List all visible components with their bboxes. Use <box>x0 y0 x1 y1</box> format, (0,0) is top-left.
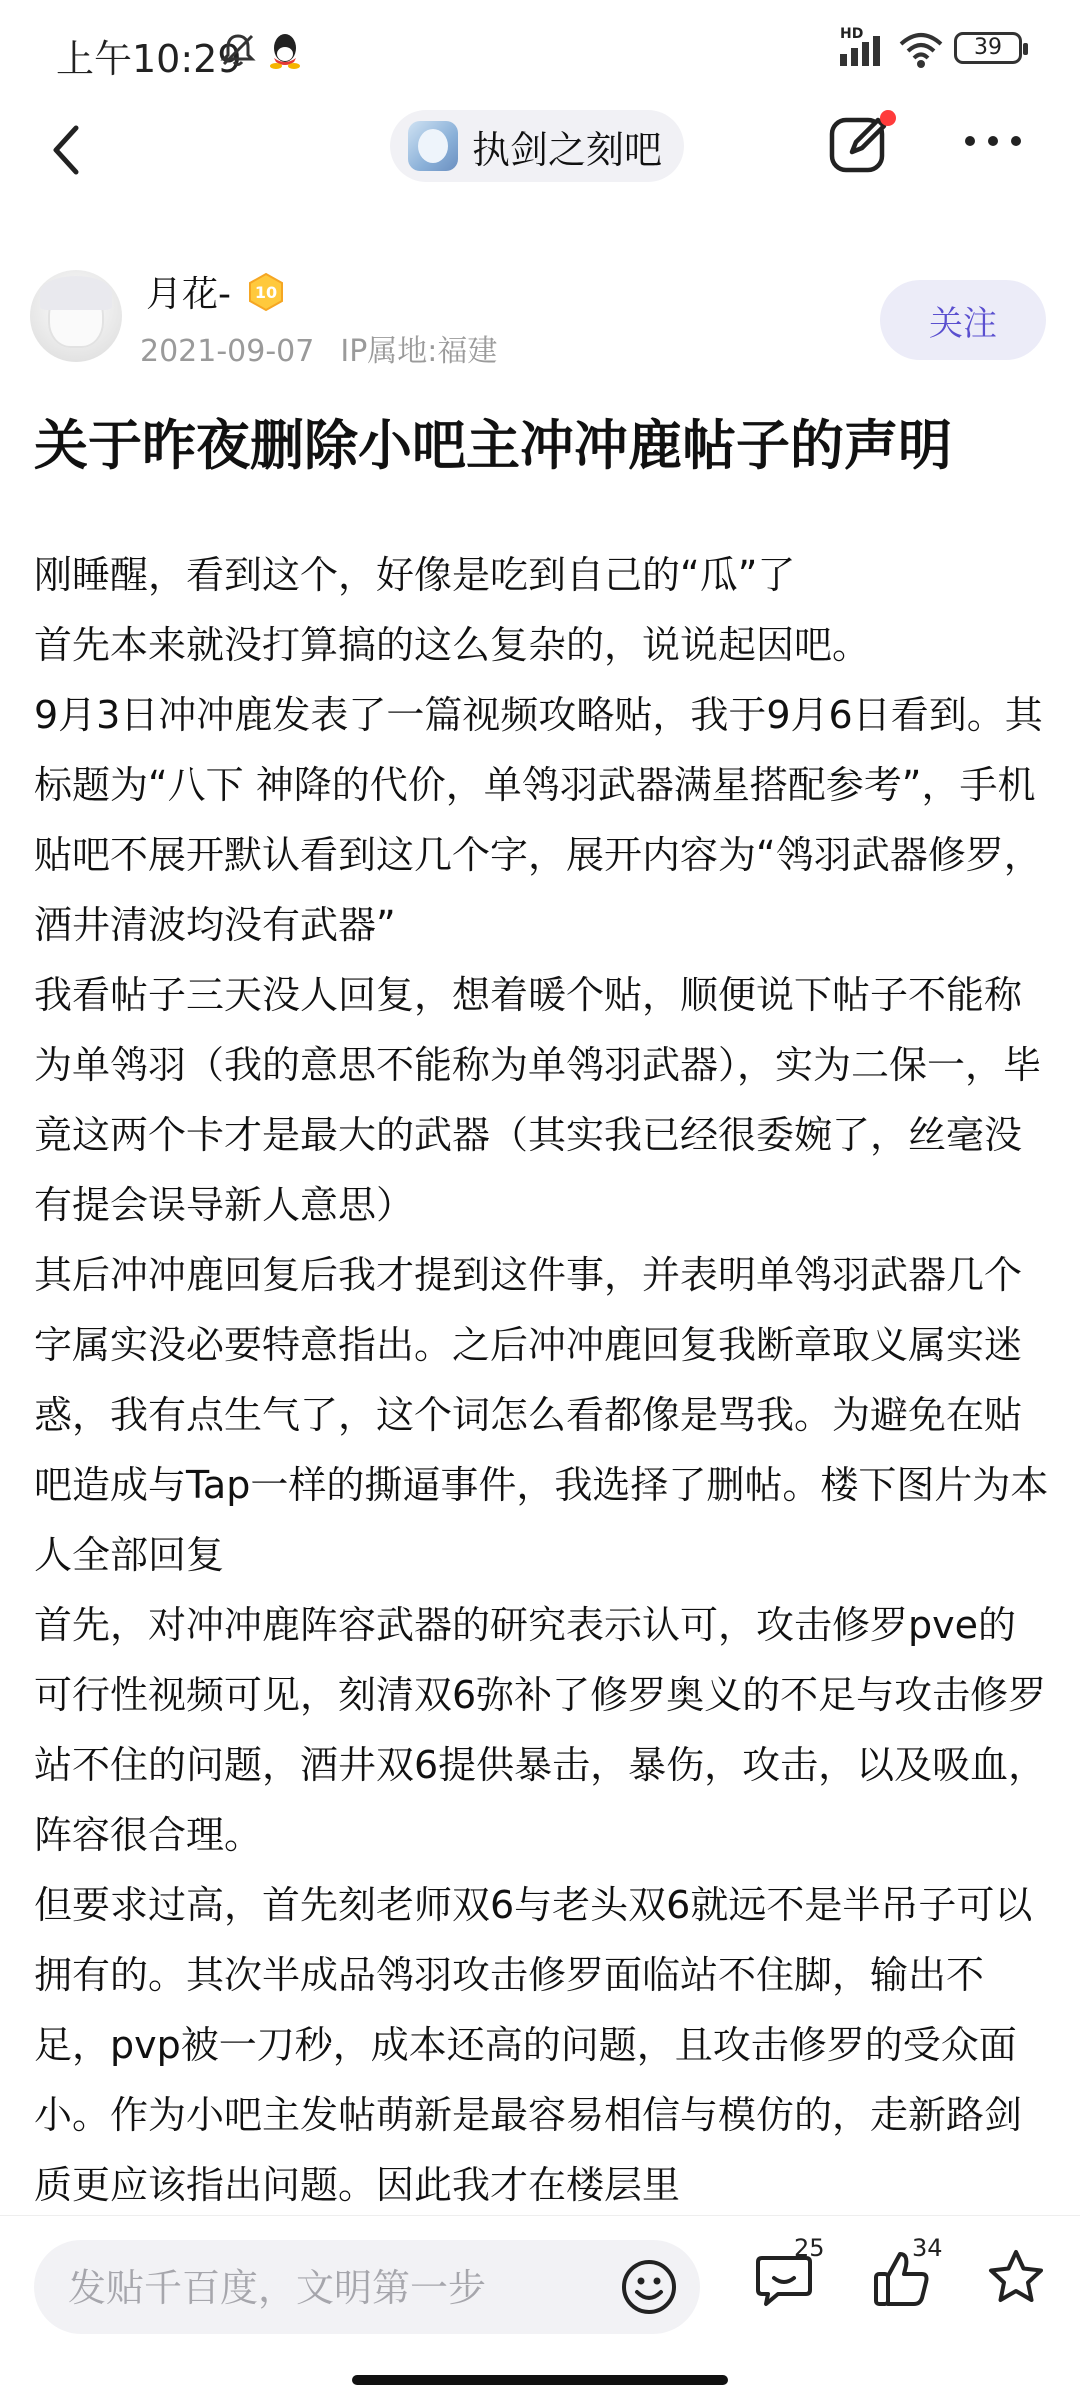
paragraph: 其后冲冲鹿回复后我才提到这件事，并表明单鸰羽武器几个字属实没必要特意指出。之后冲冲鹿回复我断章取义属实迷惑，我有点生气了，这个词怎么看都像是骂我。为避免在贴吧造成与Tap一样的撕逼事件，我选择了删帖。楼下图片为本人全部回复 <box>34 1253 1049 1577</box>
back-icon[interactable] <box>42 120 92 180</box>
post-meta <box>140 326 523 370</box>
wifi-icon <box>898 30 944 70</box>
bell-off-icon <box>218 30 258 70</box>
paragraph: 9月3日冲冲鹿发表了一篇视频攻略贴，我于9月6日看到。其标题为“八下 神降的代价，单鸰羽武器满星搭配参考”，手机贴吧不展开默认看到这几个字，展开内容为“鸰羽武器修罗，酒井清波均没有武器” <box>34 693 1043 947</box>
paragraph: 但要求过高，首先刻老师双6与老头双6就远不是半吊子可以拥有的。其次半成品鸰羽攻击修罗面临站不住脚，输出不足，pvp被一刀秒，成本还高的问题，且攻击修罗的受众面小。作为小吧主发帖萌新是最容易相信与模仿的，走新路剑质更应该指出问题。因此我才在楼层里 <box>34 1883 1033 2207</box>
qq-icon <box>268 30 302 70</box>
status-bar <box>0 0 1080 100</box>
paragraph: 首先本来就没打算搞的这么复杂的，说说起因吧。 <box>34 623 871 667</box>
comment-count: 25 <box>794 2234 825 2262</box>
emoji-icon[interactable] <box>620 2258 678 2316</box>
reply-box[interactable] <box>34 2240 700 2334</box>
signal-icon <box>838 34 886 68</box>
paragraph: 我看帖子三天没人回复，想着暖个贴，顺便说下帖子不能称为单鸰羽（我的意思不能称为单鸰羽武器），实为二保一，毕竟这两个卡才是最大的武器（其实我已经很委婉了，丝毫没有提会误导新人意思） <box>34 973 1042 1227</box>
forum-chip[interactable] <box>390 110 684 182</box>
home-indicator <box>352 2375 728 2385</box>
forum-name: 执剑之刻吧 <box>472 127 663 172</box>
edit-button[interactable] <box>826 110 894 178</box>
more-icon[interactable] <box>962 126 1024 156</box>
post-title: 关于昨夜删除小吧主冲冲鹿帖子的声明 <box>34 414 952 477</box>
post-date: 2021-09-07 <box>140 334 315 369</box>
like-count: 34 <box>912 2234 943 2262</box>
author-name[interactable]: 月花- <box>146 274 231 315</box>
status-time: 上午10:29 <box>56 37 242 81</box>
star-icon <box>984 2246 1048 2310</box>
post-content <box>34 540 1049 2215</box>
ip-location: IP属地:福建 <box>340 334 498 369</box>
paragraph: 刚睡醒，看到这个，好像是吃到自己的“瓜”了 <box>34 553 796 597</box>
comment-button[interactable] <box>752 2234 825 2310</box>
level-number: 10 <box>254 283 278 302</box>
reply-input[interactable] <box>66 2240 610 2336</box>
follow-button[interactable]: 关注 <box>880 280 1046 360</box>
paragraph: 首先，对冲冲鹿阵容武器的研究表示认可，攻击修罗pve的可行性视频可见，刻清双6弥补了修罗奥义的不足与攻击修罗站不住的问题，酒井双6提供暴击，暴伤，攻击，以及吸血，阵容很合理。 <box>34 1603 1047 1857</box>
favorite-button[interactable] <box>984 2246 1048 2310</box>
notification-dot <box>880 110 896 126</box>
level-badge-icon <box>246 272 286 312</box>
forum-avatar <box>408 121 458 171</box>
like-button[interactable] <box>870 2234 943 2310</box>
author-avatar[interactable] <box>30 270 122 362</box>
bottom-bar <box>0 2215 1080 2401</box>
top-nav <box>0 100 1080 200</box>
battery-icon <box>954 32 1022 64</box>
network-type: HD <box>840 26 864 42</box>
battery-level: 39 <box>974 35 1002 60</box>
